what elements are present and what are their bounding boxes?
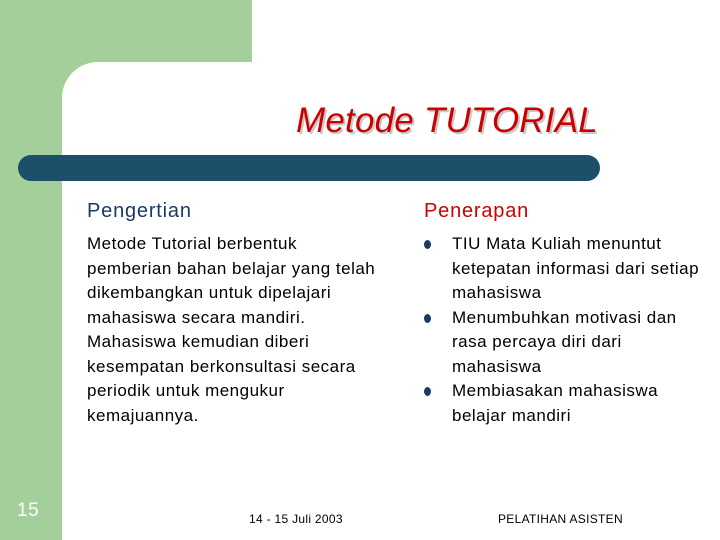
pengertian-body: [87, 232, 387, 428]
pengertian-heading: Pengertian: [87, 200, 192, 222]
bullet-icon: [424, 387, 431, 396]
list-item-text: Membiasakan mahasiswa belajar mandiri: [452, 381, 659, 425]
pengertian-paragraph: Mahasiswa kemudian diberi kesempatan berkonsultasi secara periodik untuk mengukur kemajuannya.: [87, 332, 356, 425]
penerapan-heading: Penerapan: [424, 200, 530, 222]
pengertian-paragraph: Metode Tutorial berbentuk pemberian bahan belajar yang telah dikembangkan untuk dipelajari mahasiswa secara mandiri.: [87, 234, 376, 327]
penerapan-list: [424, 232, 716, 428]
slide-number: 15: [17, 500, 40, 521]
slide-title: Metode TUTORIAL: [296, 101, 598, 140]
list-item: [424, 232, 716, 306]
list-item: [424, 379, 716, 428]
footer-date: 14 - 15 Juli 2003: [249, 512, 343, 526]
list-item: [424, 306, 716, 380]
bullet-icon: [424, 314, 431, 323]
list-item-text: TIU Mata Kuliah menuntut ketepatan informasi dari setiap mahasiswa: [452, 234, 700, 302]
footer-organization: PELATIHAN ASISTEN: [498, 512, 623, 526]
list-item-text: Menumbuhkan motivasi dan rasa percaya diri dari mahasiswa: [452, 307, 677, 376]
title-divider-bar: [18, 155, 600, 181]
bullet-icon: [424, 240, 431, 249]
